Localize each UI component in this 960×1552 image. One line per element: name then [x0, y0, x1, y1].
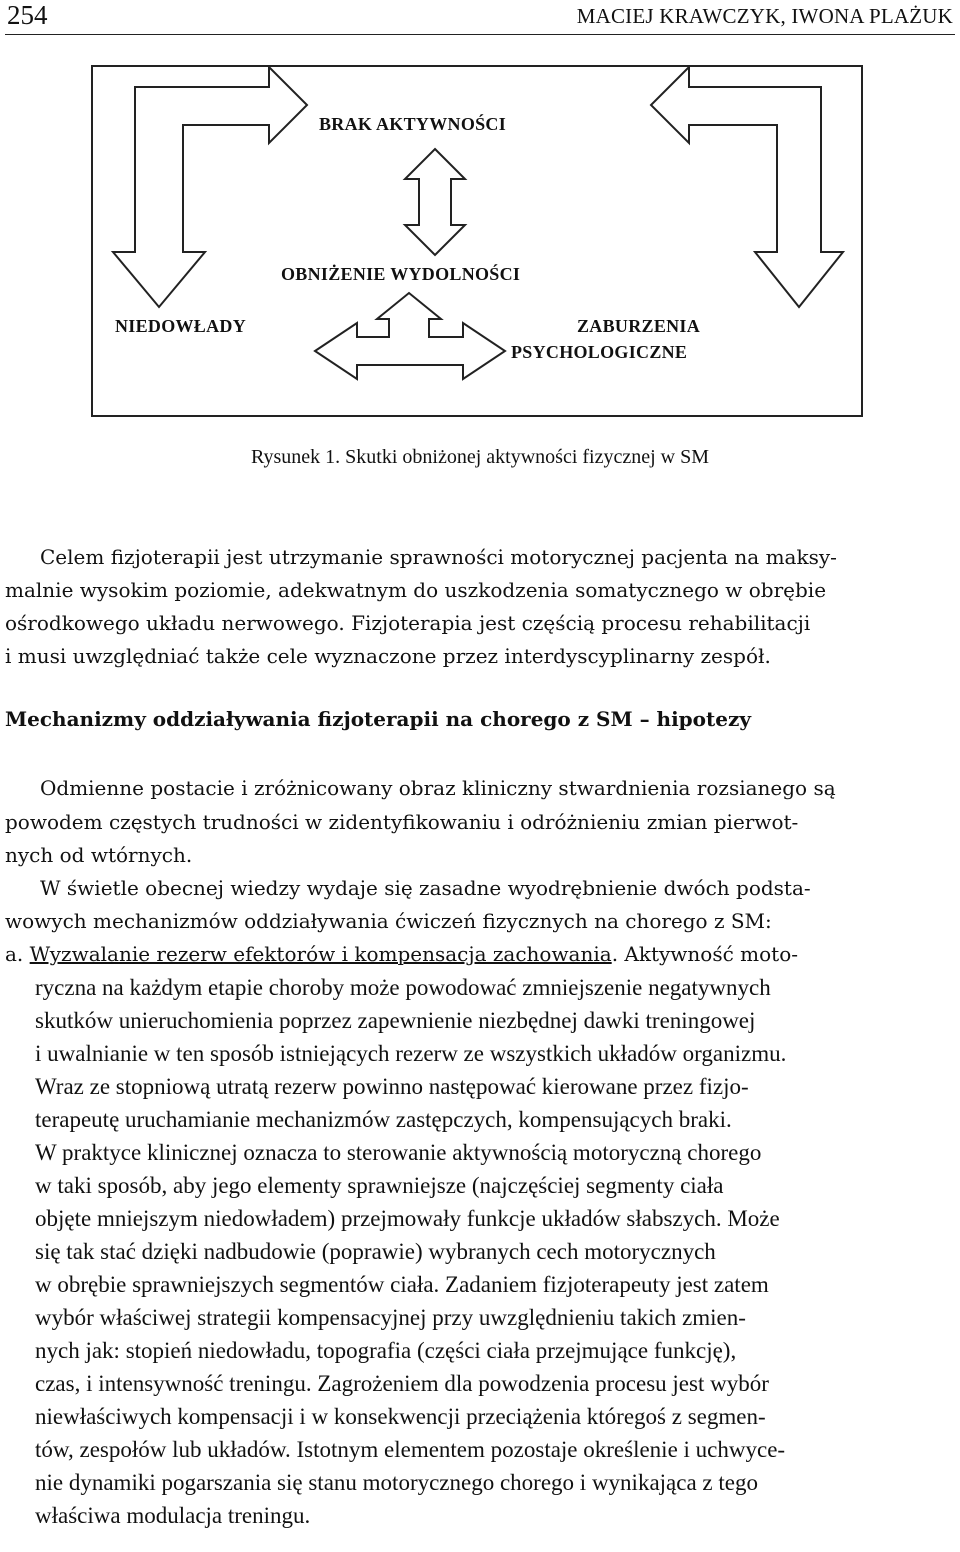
paragraph-line: malnie wysokim poziomie, adekwatnym do uszkodzenia somatycznego w obrębie — [5, 578, 827, 602]
paragraph-line: nych od wtórnych. — [5, 843, 193, 867]
paragraph-line: Wraz ze stopniową utratą rezerw powinno następować kierowane przez fizjo- — [35, 1074, 749, 1099]
paragraph-line: ośrodkowego układu nerwowego. Fizjoterapia jest częścią procesu rehabilitacji — [5, 611, 811, 635]
paragraph-line: W świetle obecnej wiedzy wydaje się zasadne wyodrębnienie dwóch podsta- — [40, 876, 811, 900]
list-marker: a. — [5, 942, 24, 966]
section-heading: Mechanizmy oddziaływania fizjoterapii na chorego z SM – hipotezy — [5, 707, 751, 731]
paragraph-line: się tak stać dzięki nadbudowie (poprawie) wybranych cech motorycznych — [35, 1239, 716, 1264]
paragraph-line: nie dynamiki pogarszania się stanu motorycznego chorego i wynikająca z tego — [35, 1470, 758, 1495]
figure-caption: Rysunek 1. Skutki obniżonej aktywności fizycznej w SM — [250, 446, 710, 468]
paragraph-line: w taki sposób, aby jego elementy sprawniejsze (najczęściej segmenty ciała — [35, 1173, 724, 1198]
arrow-activity-fitness-vertical — [405, 149, 465, 255]
paragraph-line: i musi uwzględniać także cele wyznaczone przez interdyscyplinarny zespół. — [5, 644, 771, 668]
paragraph-line: objęte mniejszym niedowładem) przejmowały funkcje układów słabszych. Może — [35, 1206, 780, 1231]
paragraph-line: wybór właściwej strategii kompensacyjnej przy uwzględnieniu takich zmien- — [35, 1305, 746, 1330]
figure-label-reduced-fitness: OBNIŻENIE WYDOLNOŚCI — [281, 264, 521, 284]
page-number: 254 — [7, 0, 48, 30]
paragraph-line: nych jak: stopień niedowładu, topografia (części ciała przejmujące funkcję), — [35, 1338, 737, 1363]
paragraph-line: terapeutę uruchamianie mechanizmów zastępczych, kompensujących braki. — [35, 1107, 732, 1132]
paragraph-line: W praktyce klinicznej oznacza to sterowanie aktywnością motoryczną chorego — [35, 1140, 762, 1165]
running-head-authors: MACIEJ KRAWCZYK, IWONA PLAŻUK — [576, 4, 953, 28]
paragraph-line: niewłaściwych kompensacji i w konsekwencji przeciążenia któregoś z segmen- — [35, 1404, 766, 1429]
paragraph-line: właściwa modulacja treningu. — [35, 1503, 311, 1528]
paragraph-line: wowych mechanizmów oddziaływania ćwiczeń fizycznych na chorego z SM: — [5, 909, 772, 933]
figure-label-psychological: PSYCHOLOGICZNE — [511, 342, 688, 362]
paragraph-line: Celem fizjoterapii jest utrzymanie sprawności motorycznej pacjenta na maksy- — [40, 545, 837, 569]
page-header — [5, 0, 955, 35]
list-item-a-first-line — [5, 942, 798, 966]
figure-label-disorders: ZABURZENIA — [577, 316, 701, 336]
list-item-a-title: Wyzwalanie rezerw efektorów i kompensacja zachowania — [29, 942, 612, 966]
list-item-a-first-rest: . Aktywność moto- — [611, 942, 799, 966]
figure-label-paresis: NIEDOWŁADY — [115, 316, 247, 336]
paragraph-line: skutków unieruchomienia poprzez zapewnienie niezbędnej dawki treningowej — [35, 1008, 756, 1033]
paragraph-line: czas, i intensywność treningu. Zagrożeniem dla powodzenia procesu jest wybór — [35, 1371, 769, 1396]
paragraph-line: Odmienne postacie i zróżnicowany obraz kliniczny stwardnienia rozsianego są — [40, 776, 836, 800]
paragraph-line: ryczna na każdym etapie choroby może powodować zmniejszenie negatywnych — [35, 975, 771, 1000]
arrow-paresis-psych-horizontal — [315, 293, 505, 379]
arrow-activity-to-paresis — [113, 67, 307, 307]
paragraph-line: w obrębie sprawniejszych segmentów ciała. Zadaniem fizjoterapeuty jest zatem — [35, 1272, 769, 1297]
figure-label-lack-of-activity: BRAK AKTYWNOŚCI — [319, 114, 507, 134]
figure-diagram — [91, 65, 863, 417]
arrow-activity-to-psych — [651, 67, 843, 307]
paragraph-line: powodem częstych trudności w zidentyfikowaniu i odróżnieniu zmian pierwot- — [5, 810, 799, 834]
paragraph-line: i uwalnianie w ten sposób istniejących rezerw ze wszystkich układów organizmu. — [35, 1041, 787, 1066]
paragraph-line: tów, zespołów lub układów. Istotnym elementem pozostaje określenie i uchwyce- — [35, 1437, 786, 1462]
